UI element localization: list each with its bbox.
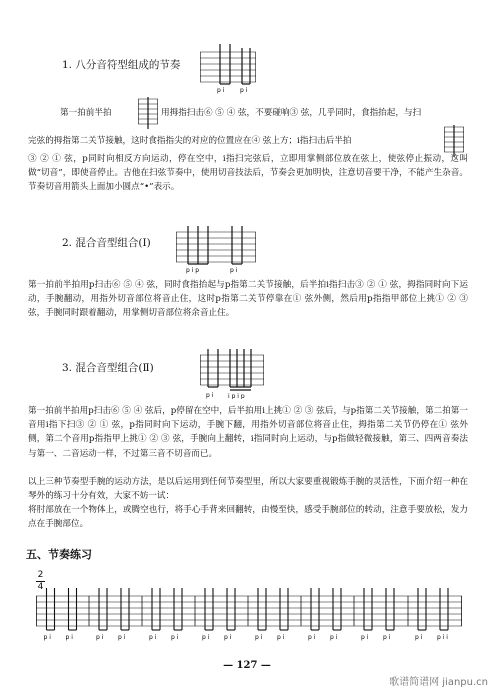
section5-rhythm-tab	[36, 584, 464, 648]
section1-inline-tab	[138, 95, 160, 131]
section3-rhythm-tab	[200, 345, 266, 399]
section1-lead: 第一拍前半拍	[60, 108, 112, 118]
section3-text: 第一拍前半拍用p扫击⑥ ⑤ ④ 弦后，p停留在空中，后半拍用i上挑① ② ③ 弦后，与p指第二关节接触，第二拍第一音用i指下扫③ ② ① 弦，p指同时向下运动，手腕下翻，用指外切音部位将音止住，拇指第二关节仍停在① 弦外侧，第二个音用p指指甲上挑① ② ③ 弦，手腕向上翻转，i指同时向上运动，与p指做轻微接触，第三、四两音奏法与第一、二音运动一样，不过第三音不切音而已。	[28, 406, 468, 459]
tab-label: p i	[224, 634, 232, 641]
section1-heading: 1. 八分音符型组成的节奏	[62, 59, 181, 71]
tab-label: p i i	[437, 634, 448, 641]
section5-heading: 五、节奏练习	[26, 548, 92, 561]
section1-text-line2: 完弦的拇指第二关节接触，这时食指指尖的对应的位置应在④ 弦上方；i指扫击后半拍	[28, 136, 352, 146]
section2-rhythm-tab	[176, 222, 258, 274]
tab-label: p i	[171, 634, 179, 641]
section1-rhythm-tab	[200, 42, 258, 94]
section3-text-3: 将肘部放在一个物体上，或腾空也行，将手心手背来回翻转，由慢至快，感受手腕部位的转动，注意手要放松，发力点在手腕部位。	[28, 505, 468, 530]
tab-label: p i	[96, 634, 104, 641]
tab-label: p i	[277, 634, 285, 641]
section1-text-rest: ③ ② ① 弦，p同时向相反方向运动，停在空中，i指扫完弦后，立即用掌侧部位放在弦上，使弦停止振动，这叫做“切音”，即使音停止。吉他在扫弦节奏中，使用切音技法后，节奏会更加明快，注意切音要干净，不能产生杂音。节奏切音用箭头上面加小圆点“•”表示。	[28, 154, 468, 193]
tab-label: p i	[361, 634, 369, 641]
tab-label: p i	[149, 634, 157, 641]
watermark: 歌谱简谱网 jianpu.cn	[389, 677, 488, 688]
page-number: — 127 —	[223, 660, 271, 671]
tab-label: p i	[330, 634, 338, 641]
tab-label: p i	[255, 634, 263, 641]
tab-label: p i	[118, 634, 126, 641]
section3-text-2: 以上三种节奏型手腕的运动方法，是以后运用到任何节奏型里，所以大家要重视锻炼手腕的灵活性，下面介绍一种在琴外的练习十分有效，大家不妨一试：	[28, 477, 468, 502]
time-sig-bottom: 4	[37, 582, 44, 592]
tab-label: p i	[383, 634, 391, 641]
tab-label: p i	[230, 267, 238, 274]
tab-label: p i	[202, 634, 210, 641]
tab-label: p i	[415, 634, 423, 641]
tab-label: p i	[217, 87, 225, 94]
section1-text-line1: 用拇指扫击⑥ ⑤ ④ 弦，不要碰响③ 弦，几乎同时，食指抬起，与扫	[161, 108, 422, 118]
section2-text: 第一拍前半拍用p扫击⑥ ⑤ ④ 弦，同时食指抬起与p指第二关节接触，后半拍i指扫击③ ② ① 弦，拇指同时向下运动，手腕翻动，用指外切音部位将音止住，这时p指第二关节停靠在① 弦外侧，然后用p指指甲部位上挑① ② ③ 弦，手腕同时跟着翻动，用掌侧切音部位将余音止住。	[28, 280, 468, 319]
tab-label: p i	[308, 634, 316, 641]
tab-label: p i	[206, 392, 214, 399]
section2-heading: 2. 混合音型组合(Ⅰ)	[62, 237, 151, 249]
tab-label: p i	[240, 87, 248, 94]
tab-label: p i p	[186, 267, 200, 274]
time-sig-top: 2	[37, 570, 44, 580]
tab-label: p i	[43, 634, 51, 641]
tab-label: p i	[65, 634, 73, 641]
tab-label: i p i p	[228, 393, 245, 399]
section3-heading: 3. 混合音型组合(Ⅱ)	[62, 362, 154, 374]
